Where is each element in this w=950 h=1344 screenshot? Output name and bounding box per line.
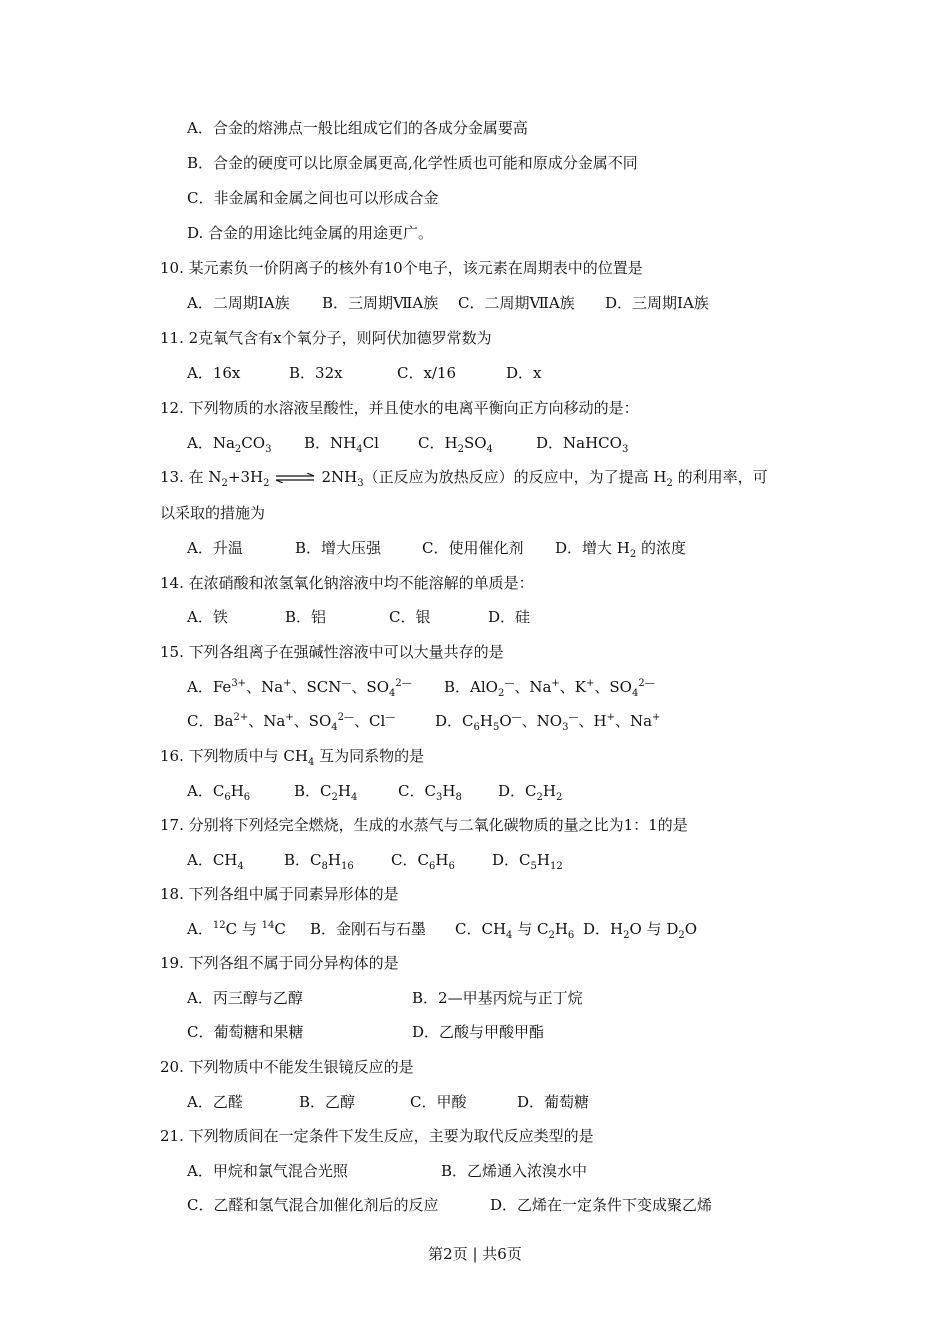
q16-options bbox=[187, 781, 562, 801]
q10-option-b: B．三周期ⅦA族 bbox=[322, 294, 439, 312]
q13-option-c: C．使用催化剂 bbox=[422, 539, 524, 557]
q17-option-b: B．$C_8H_{16}$ bbox=[284, 851, 354, 872]
q20-option-d: D．葡萄糖 bbox=[517, 1093, 590, 1111]
q10-options bbox=[187, 293, 709, 313]
q12-option-c: C．$H_2SO_4$ bbox=[418, 434, 493, 455]
q21-options-row1 bbox=[187, 1161, 587, 1181]
q11-option-c: C．x/16 bbox=[397, 364, 457, 382]
q11-options bbox=[187, 363, 542, 383]
q10-stem: 10. 某元素负一价阴离子的核外有10个电子，该元素在周期表中的位置是 bbox=[160, 259, 643, 277]
q17-option-d: D．$C_5H_{12}$ bbox=[492, 851, 563, 872]
q15-options-row2 bbox=[187, 711, 660, 731]
q13-option-b: B．增大压强 bbox=[295, 539, 382, 557]
q17-option-a: A．$CH_4$ bbox=[187, 851, 244, 872]
q21-stem: 21. 下列物质间在一定条件下发生反应，主要为取代反应类型的是 bbox=[160, 1127, 594, 1145]
q19-options-row1 bbox=[187, 988, 583, 1008]
q14-options bbox=[187, 607, 530, 627]
q18-option-a: A．$^{12}$C 与 $^{14}$C bbox=[187, 920, 286, 938]
q14-option-a: A．铁 bbox=[187, 608, 228, 626]
q20-option-b: B．乙醇 bbox=[299, 1093, 356, 1111]
q15-options-row1 bbox=[187, 677, 655, 697]
q19-option-a: A．丙三醇与乙醇 bbox=[187, 989, 303, 1007]
q10-option-d: D．三周期IA族 bbox=[605, 294, 709, 312]
q18-stem: 18. 下列各组中属于同素异形体的是 bbox=[160, 885, 399, 903]
q19-stem: 19. 下列各组不属于同分异构体的是 bbox=[160, 954, 399, 972]
q9-option-b: B．合金的硬度可以比原金属更高,化学性质也可能和原成分金属不同 bbox=[187, 154, 638, 172]
q9-option-c: C．非金属和金属之间也可以形成合金 bbox=[187, 189, 439, 207]
q20-options bbox=[187, 1092, 589, 1112]
q11-option-b: B．32x bbox=[289, 364, 343, 382]
q12-option-b: B．$NH_4Cl$ bbox=[304, 434, 379, 455]
q12-stem: 12. 下列物质的水溶液呈酸性，并且使水的电离平衡向正方向移动的是： bbox=[160, 399, 639, 417]
q13-options bbox=[187, 538, 686, 558]
q17-stem: 17. 分别将下列烃完全燃烧，生成的水蒸气与二氧化碳物质的量之比为1：1的是 bbox=[160, 816, 688, 834]
q13-stem-cont: 以采取的措施为 bbox=[160, 504, 266, 522]
q11-option-a: A．16x bbox=[187, 364, 241, 382]
q12-option-d: D．NaHCO$_3$ bbox=[536, 434, 629, 455]
q15-option-b: B．AlO$_2$—、Na+、K+、$SO_4^{2—}$ bbox=[444, 678, 655, 699]
q11-stem: 11. 2克氧气含有x个氧分子，则阿伏加德罗常数为 bbox=[160, 329, 492, 347]
q20-option-a: A．乙醛 bbox=[187, 1093, 243, 1111]
q16-stem: 16. 下列物质中与 $CH_4$ 互为同系物的是 bbox=[160, 747, 425, 768]
q21-option-b: B．乙烯通入浓溴水中 bbox=[441, 1162, 588, 1180]
q16-option-a: A．$C_6H_6$ bbox=[187, 782, 251, 803]
q18-option-d: D．$H_2O$ 与 $D_2O$ bbox=[583, 920, 698, 941]
q18-option-c: C．$CH_4$ 与 $C_2H_6$ bbox=[455, 920, 575, 941]
q21-option-c: C．乙醛和氢气混合加催化剂后的反应 bbox=[187, 1196, 439, 1214]
q21-options-row2 bbox=[187, 1195, 712, 1215]
q14-stem: 14. 在浓硝酸和浓氢氧化钠溶液中均不能溶解的单质是： bbox=[160, 574, 534, 592]
q13-option-a: A．升温 bbox=[187, 539, 243, 557]
q13-option-d: D．增大 $H_2$ 的浓度 bbox=[555, 539, 687, 560]
q17-options bbox=[187, 850, 563, 870]
q19-options-row2 bbox=[187, 1022, 544, 1042]
q19-option-b: B．2—甲基丙烷与正丁烷 bbox=[412, 989, 583, 1007]
q15-option-c: C．$Ba^{2+}$、Na+、$SO_4^{2—}$、Cl— bbox=[187, 712, 396, 733]
q10-option-a: A．二周期IA族 bbox=[187, 294, 290, 312]
q11-option-d: D．x bbox=[506, 364, 542, 382]
q16-option-d: D．$C_2H_2$ bbox=[498, 782, 563, 803]
q14-option-c: C．银 bbox=[389, 608, 431, 626]
q15-stem: 15. 下列各组离子在强碱性溶液中可以大量共存的是 bbox=[160, 643, 504, 661]
q18-options bbox=[187, 919, 697, 939]
q10-option-c: C．二周期ⅦA族 bbox=[458, 294, 575, 312]
q20-option-c: C．甲酸 bbox=[410, 1093, 467, 1111]
q15-option-a: A．$Fe^{3+}$、Na+、SCN—、$SO_4^{2—}$ bbox=[187, 678, 412, 699]
q13-stem: 13. 在 $N_2+3H_2$ $2NH_3$（正反应为放热反应）的反应中，为了提高 $H_2$ 的利用率，可 bbox=[160, 468, 768, 489]
q17-option-c: C．$C_6H_6$ bbox=[391, 851, 455, 872]
q18-option-b: B．金刚石与石墨 bbox=[310, 920, 427, 938]
equilibrium-arrow-icon bbox=[275, 473, 315, 483]
q14-option-d: D．硅 bbox=[488, 608, 531, 626]
q12-options bbox=[187, 433, 628, 453]
q21-option-d: D．乙烯在一定条件下变成聚乙烯 bbox=[490, 1196, 713, 1214]
q14-option-b: B．铝 bbox=[285, 608, 327, 626]
q16-option-b: B．$C_2H_4$ bbox=[294, 782, 358, 803]
q12-option-a: A．$Na_2CO_3$ bbox=[187, 434, 272, 455]
q20-stem: 20. 下列物质中不能发生银镜反应的是 bbox=[160, 1058, 414, 1076]
page-footer: 第2页 | 共6页 bbox=[428, 1245, 522, 1263]
q21-option-a: A．甲烷和氯气混合光照 bbox=[187, 1162, 348, 1180]
q19-option-c: C．葡萄糖和果糖 bbox=[187, 1023, 304, 1041]
q16-option-c: C．$C_3H_8$ bbox=[398, 782, 462, 803]
q19-option-d: D．乙酸与甲酸甲酯 bbox=[412, 1023, 545, 1041]
q15-option-d: D．$C_6H_5O^—$、$NO_3^—$、H+、Na+ bbox=[435, 712, 661, 733]
q9-option-d: D. 合金的用途比纯金属的用途更广。 bbox=[187, 224, 434, 242]
q9-option-a: A．合金的熔沸点一般比组成它们的各成分金属要高 bbox=[187, 119, 528, 137]
